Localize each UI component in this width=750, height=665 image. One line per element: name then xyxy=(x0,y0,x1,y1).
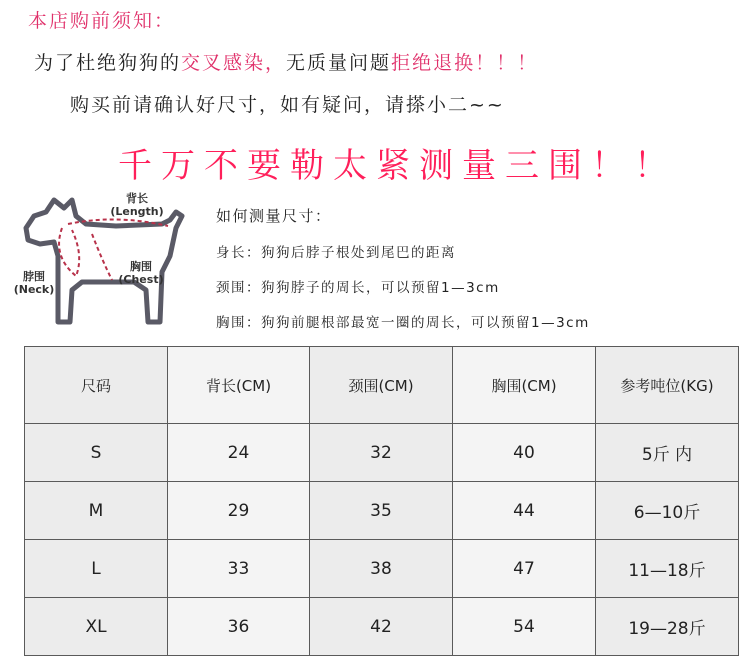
measure-neck: 颈围：狗狗脖子的周长，可以预留1—3cm xyxy=(216,280,500,296)
notice-line2-no-return: 拒绝退换！！！ xyxy=(391,52,539,74)
size-chart-table xyxy=(24,346,739,656)
diagram-label-length-cn: 背长 xyxy=(126,192,148,205)
notice-line2-text: 为了杜绝狗狗的 xyxy=(34,52,182,74)
diagram-label-neck-cn: 脖围 xyxy=(23,270,45,283)
notice-line2-red: 交叉感染 xyxy=(181,52,266,74)
measure-length: 身长：狗狗后脖子根处到尾巴的距离 xyxy=(216,245,456,261)
measure-heading: 如何测量尺寸： xyxy=(216,207,332,225)
cell-neck: 35 xyxy=(310,482,453,540)
cell-neck: 42 xyxy=(310,598,453,656)
cell-chest: 47 xyxy=(453,540,596,598)
notice-line2-comma: ， xyxy=(265,52,287,74)
table-row xyxy=(25,540,739,598)
cell-neck: 32 xyxy=(310,424,453,482)
header-size: 尺码 xyxy=(25,347,168,424)
cell-back-length: 29 xyxy=(168,482,310,540)
table-header-row xyxy=(25,347,739,424)
cell-weight: 6—10斤 xyxy=(596,482,739,540)
cell-weight: 19—28斤 xyxy=(596,598,739,656)
header-weight: 参考吨位(KG) xyxy=(596,347,739,424)
diagram-label-neck xyxy=(6,270,62,296)
table-row xyxy=(25,424,739,482)
cell-back-length: 36 xyxy=(168,598,310,656)
cell-back-length: 33 xyxy=(168,540,310,598)
notice-line-warning: 千万不要勒太紧测量三围！！ xyxy=(118,146,677,186)
notice-title: 本店购前须知： xyxy=(28,10,176,32)
cell-chest: 54 xyxy=(453,598,596,656)
measure-chest: 胸围：狗狗前腿根部最宽一圈的周长，可以预留1—3cm xyxy=(216,315,590,331)
cell-weight: 11—18斤 xyxy=(596,540,739,598)
notice-line-confirm-size: 购买前请确认好尺寸，如有疑问，请搽小二~~ xyxy=(70,94,505,116)
cell-chest: 44 xyxy=(453,482,596,540)
dog-measurement-diagram xyxy=(6,186,216,336)
header-back-length: 背长(CM) xyxy=(168,347,310,424)
table-row xyxy=(25,482,739,540)
cell-size: L xyxy=(25,540,168,598)
header-neck: 颈围(CM) xyxy=(310,347,453,424)
diagram-label-length xyxy=(102,192,172,218)
cell-neck: 38 xyxy=(310,540,453,598)
header-chest: 胸围(CM) xyxy=(453,347,596,424)
diagram-label-chest-cn: 胸围 xyxy=(130,260,152,273)
notice-line2-quality: 无质量问题 xyxy=(286,52,392,74)
cell-chest: 40 xyxy=(453,424,596,482)
diagram-label-length-en: (Length) xyxy=(110,205,164,218)
diagram-label-chest-en: (Chest) xyxy=(118,273,164,286)
diagram-label-chest xyxy=(106,260,176,286)
cell-back-length: 24 xyxy=(168,424,310,482)
cell-size: S xyxy=(25,424,168,482)
cell-size: M xyxy=(25,482,168,540)
notice-line-cross-infection xyxy=(34,48,538,75)
cell-weight: 5斤 内 xyxy=(596,424,739,482)
table-row xyxy=(25,598,739,656)
diagram-label-neck-en: (Neck) xyxy=(13,283,55,296)
cell-size: XL xyxy=(25,598,168,656)
